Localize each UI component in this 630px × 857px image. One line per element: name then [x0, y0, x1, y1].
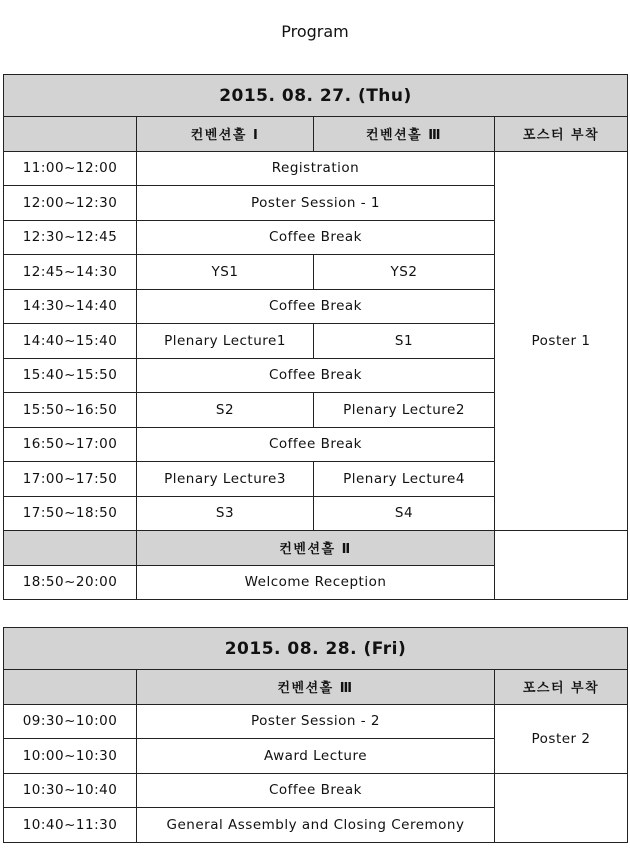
session-cell: Plenary Lecture2	[314, 393, 495, 428]
poster-header: 포스터 부착	[495, 670, 628, 705]
session-cell: Coffee Break	[137, 427, 495, 462]
table-row	[4, 773, 628, 808]
time-cell: 10:00~10:30	[4, 739, 137, 774]
day2-date: 2015. 08. 28. (Fri)	[4, 628, 628, 670]
time-header	[4, 117, 137, 152]
time-cell: 17:50~18:50	[4, 496, 137, 531]
table-row	[4, 704, 628, 739]
time-cell: 16:50~17:00	[4, 427, 137, 462]
hall-header-3: 컨벤션홀 Ⅲ	[137, 670, 495, 705]
session-cell: Welcome Reception	[137, 565, 495, 600]
session-cell: Plenary Lecture1	[137, 324, 314, 359]
page-title: Program	[281, 22, 349, 41]
session-cell: YS1	[137, 255, 314, 290]
table-row	[4, 151, 628, 186]
session-cell: Poster Session - 2	[137, 704, 495, 739]
time-cell: 11:00~12:00	[4, 151, 137, 186]
time-cell: 15:40~15:50	[4, 358, 137, 393]
time-cell: 14:30~14:40	[4, 289, 137, 324]
time-cell: 17:00~17:50	[4, 462, 137, 497]
session-cell: Coffee Break	[137, 289, 495, 324]
time-cell: 10:40~11:30	[4, 808, 137, 843]
time-cell: 12:30~12:45	[4, 220, 137, 255]
hall-header-2: 컨벤션홀 Ⅱ	[137, 531, 495, 566]
poster-cell: Poster 2	[495, 704, 628, 773]
day1-date: 2015. 08. 27. (Thu)	[4, 75, 628, 117]
time-header	[4, 670, 137, 705]
empty-cell	[495, 773, 628, 842]
hall-header-1: 컨벤션홀 Ⅰ	[137, 117, 314, 152]
empty-cell	[495, 531, 628, 600]
session-cell: Plenary Lecture3	[137, 462, 314, 497]
session-cell: Coffee Break	[137, 220, 495, 255]
session-cell: S3	[137, 496, 314, 531]
session-cell: Plenary Lecture4	[314, 462, 495, 497]
session-cell: S2	[137, 393, 314, 428]
time-cell: 15:50~16:50	[4, 393, 137, 428]
poster-header: 포스터 부착	[495, 117, 628, 152]
hall-header-3: 컨벤션홀 Ⅲ	[314, 117, 495, 152]
session-cell: Coffee Break	[137, 358, 495, 393]
time-cell: 12:45~14:30	[4, 255, 137, 290]
session-cell: Poster Session - 1	[137, 186, 495, 221]
session-cell: YS2	[314, 255, 495, 290]
schedule-table-day1	[3, 74, 628, 600]
time-cell: 12:00~12:30	[4, 186, 137, 221]
time-cell: 09:30~10:00	[4, 704, 137, 739]
time-cell: 18:50~20:00	[4, 565, 137, 600]
session-cell: S1	[314, 324, 495, 359]
time-cell: 10:30~10:40	[4, 773, 137, 808]
time-header	[4, 531, 137, 566]
session-cell: S4	[314, 496, 495, 531]
session-cell: General Assembly and Closing Ceremony	[137, 808, 495, 843]
schedule-table-day2	[3, 627, 628, 843]
session-cell: Coffee Break	[137, 773, 495, 808]
session-cell: Registration	[137, 151, 495, 186]
time-cell: 14:40~15:40	[4, 324, 137, 359]
poster-cell: Poster 1	[495, 151, 628, 531]
session-cell: Award Lecture	[137, 739, 495, 774]
